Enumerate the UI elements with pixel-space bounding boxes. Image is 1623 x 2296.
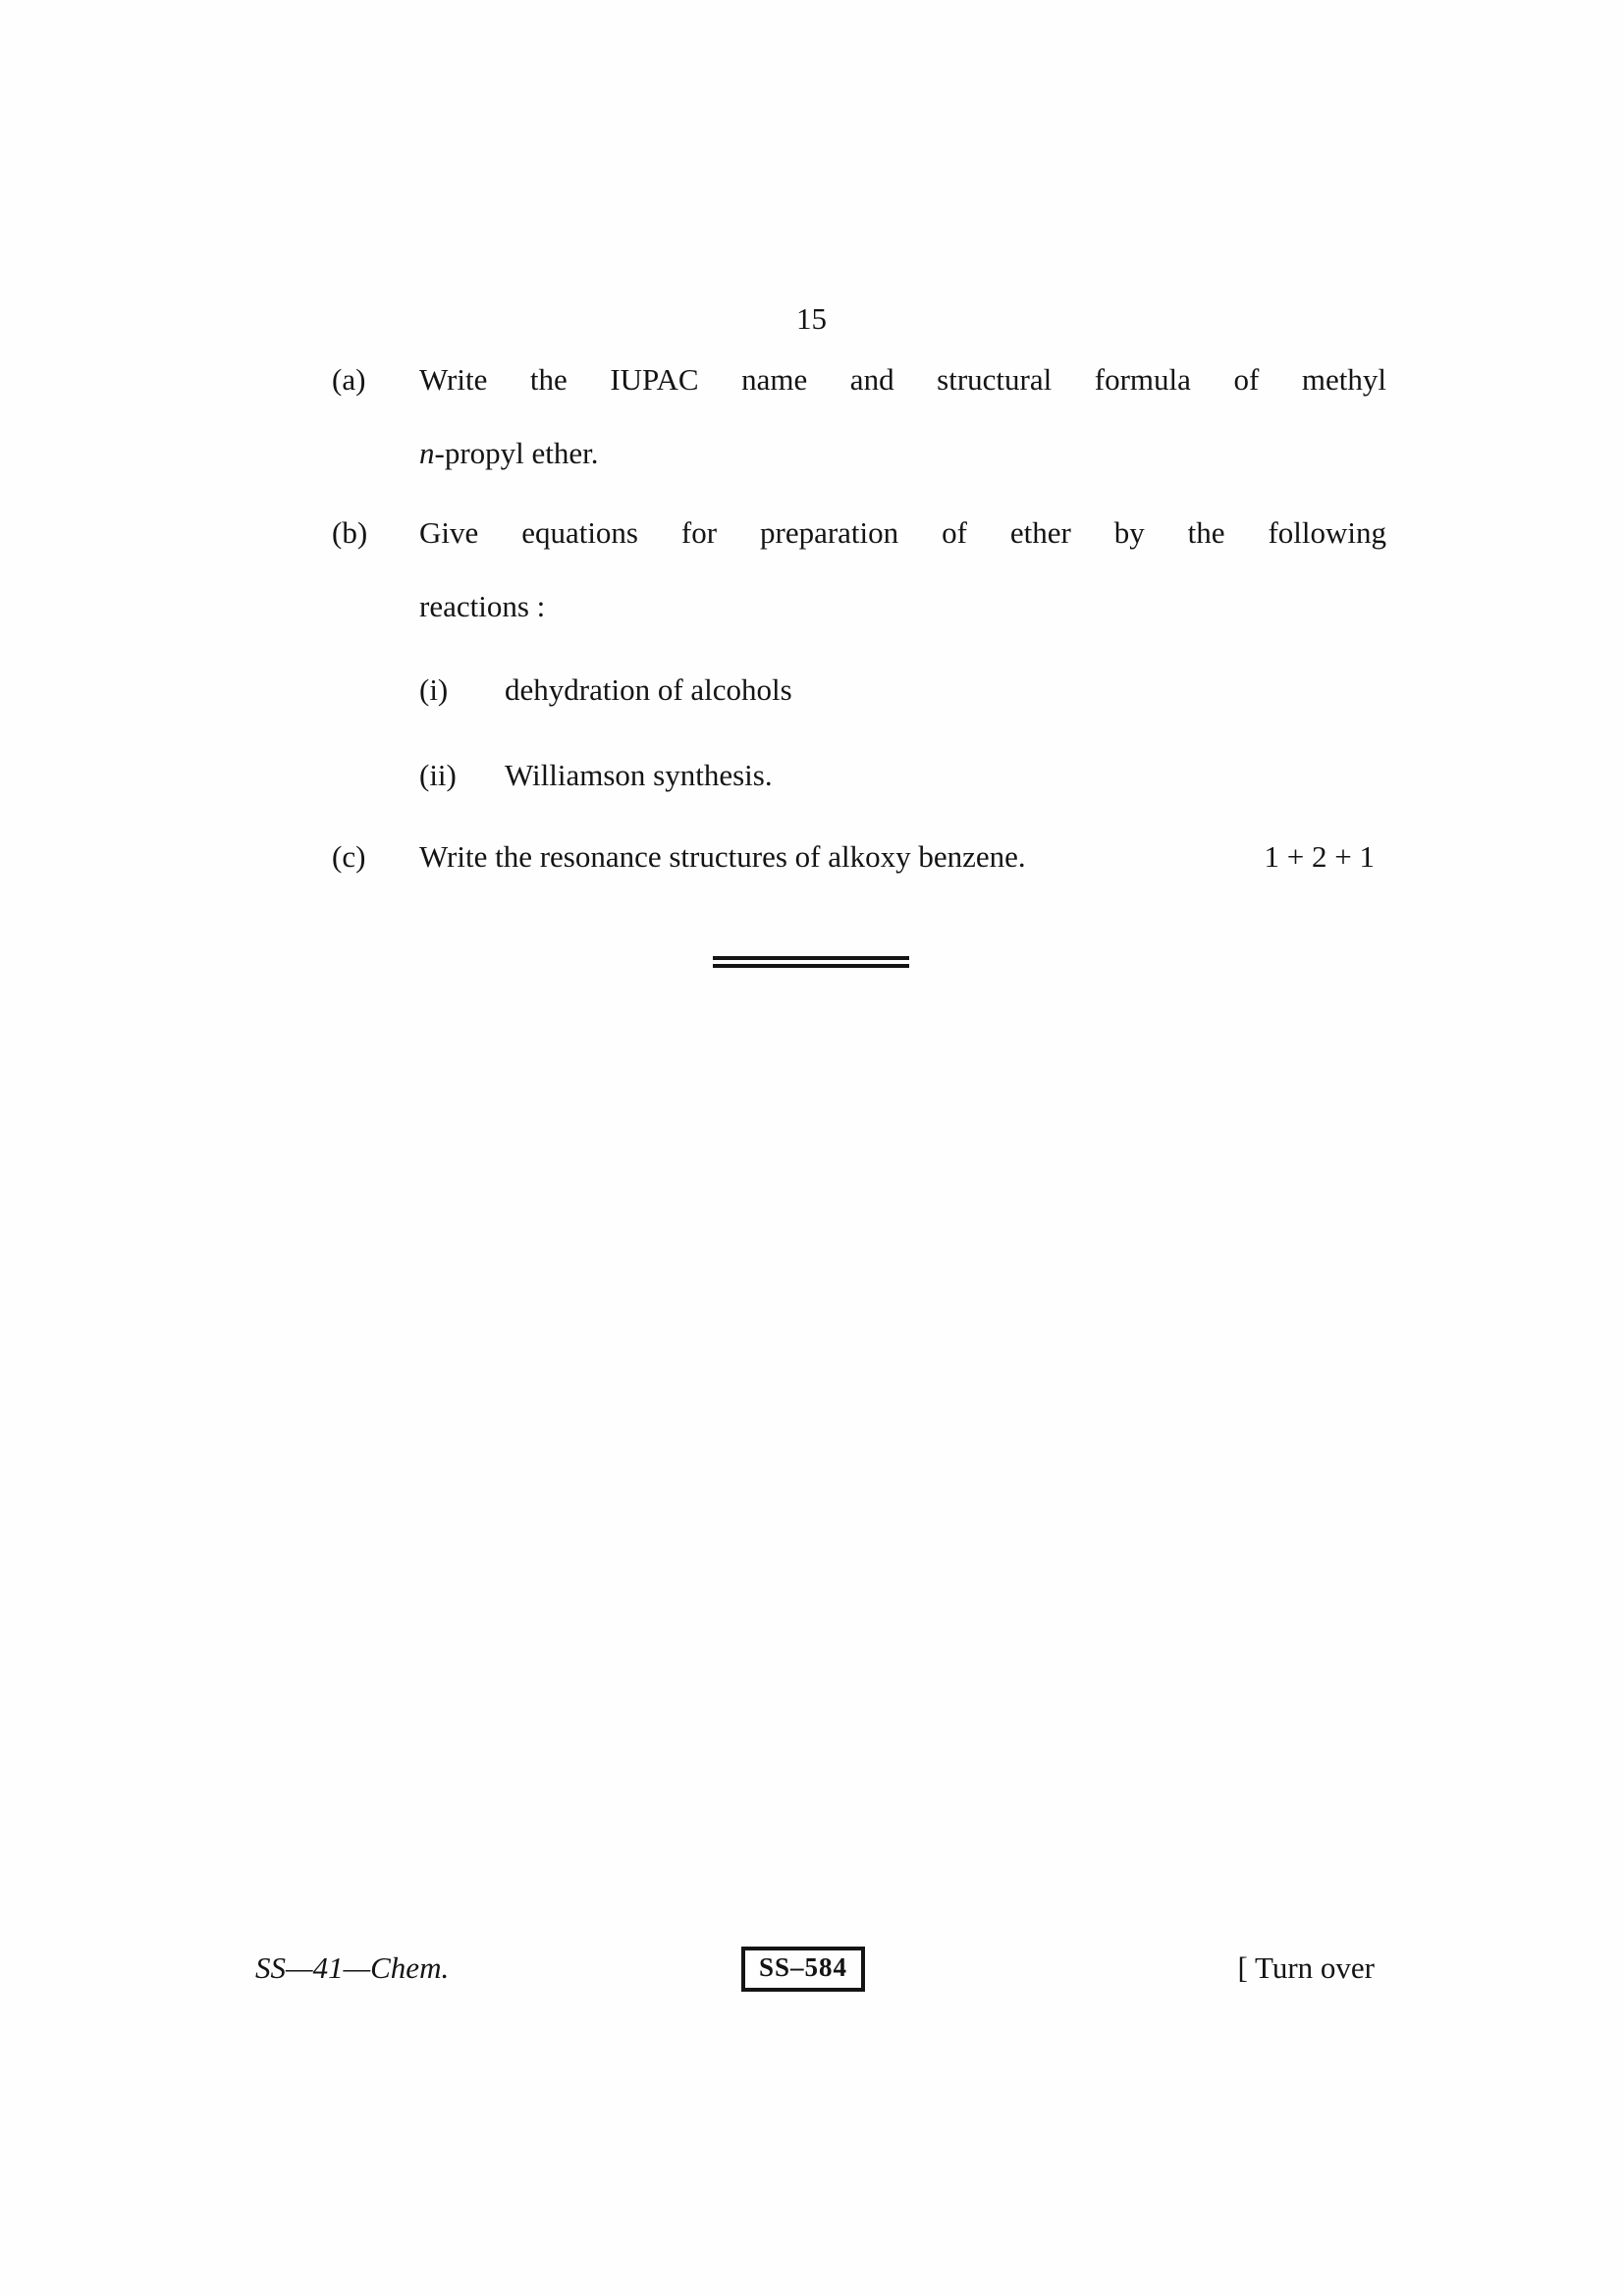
question-c-row	[419, 838, 1375, 877]
footer-paper-code: SS—41—Chem.	[255, 1950, 450, 1985]
page-number: 15	[796, 301, 827, 336]
question-b-sub-ii-text: Williamson synthesis.	[505, 758, 773, 792]
question-a-italic-n: n	[419, 436, 435, 470]
question-b-label: (b)	[332, 515, 368, 550]
question-a-line2-rest: -propyl ether.	[434, 436, 599, 470]
question-c-marks: 1 + 2 + 1	[1264, 839, 1375, 874]
end-of-paper-rule	[713, 956, 909, 968]
footer-booklet-code: SS–584	[759, 1952, 848, 1982]
question-a-line1: Write the IUPAC name and structural formula of methyl	[419, 362, 1386, 397]
question-b-line2: reactions :	[419, 589, 546, 623]
question-b-sub-ii-label: (ii)	[419, 758, 457, 792]
question-b-sub-i-text: dehydration of alcohols	[505, 672, 792, 707]
question-a-line2	[419, 435, 599, 473]
footer-booklet-code-box	[741, 1947, 865, 1992]
question-a-label: (a)	[332, 362, 366, 397]
footer-turn-over: [ Turn over	[1237, 1950, 1375, 1985]
question-c-label: (c)	[332, 839, 366, 874]
question-b-sub-i-label: (i)	[419, 672, 449, 707]
question-b-line1: Give equations for preparation of ether by the following	[419, 515, 1386, 550]
question-c-text: Write the resonance structures of alkoxy benzene.	[419, 839, 1026, 874]
